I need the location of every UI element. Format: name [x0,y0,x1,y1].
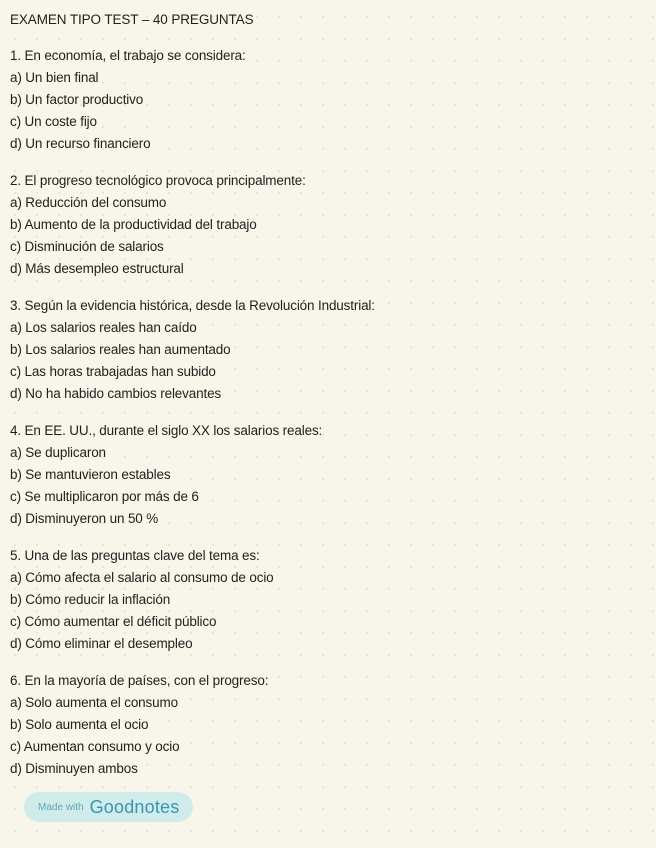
question-text: 3. Según la evidencia histórica, desde la Revolución Industrial: [10,298,375,313]
answer-option-c: c) Un coste fijo [10,114,97,129]
goodnotes-watermark [24,792,193,822]
question-4 [10,420,640,530]
exam-title: EXAMEN TIPO TEST – 40 PREGUNTAS [10,12,254,27]
answer-option-d: d) Más desempleo estructural [10,261,184,276]
question-6 [10,670,640,780]
question-3 [10,295,640,405]
answer-option-a: a) Solo aumenta el consumo [10,695,178,710]
answer-option-c: c) Disminución de salarios [10,239,164,254]
answer-option-b: b) Un factor productivo [10,92,144,107]
question-1 [10,45,640,155]
goodnotes-logo-text: Goodnotes [89,796,180,817]
answer-option-d: d) Disminuyeron un 50 % [10,511,159,526]
answer-option-a: a) Los salarios reales han caído [10,320,197,335]
question-text: 1. En economía, el trabajo se considera: [10,48,246,63]
question-2 [10,170,640,280]
answer-option-b: b) Los salarios reales han aumentado [10,342,231,357]
question-text: 5. Una de las preguntas clave del tema es: [10,548,260,563]
answer-option-b: b) Solo aumenta el ocio [10,717,149,732]
question-text: 4. En EE. UU., durante el siglo XX los salarios reales: [10,423,323,438]
answer-option-a: a) Un bien final [10,70,99,85]
question-text: 2. El progreso tecnológico provoca principalmente: [10,173,306,188]
answer-option-d: d) Disminuyen ambos [10,761,138,776]
answer-option-c: c) Cómo aumentar el déficit público [10,614,217,629]
answer-option-d: d) Un recurso financiero [10,136,151,151]
question-5 [10,545,640,655]
question-text: 6. En la mayoría de países, con el progreso: [10,673,269,688]
answer-option-c: c) Se multiplicaron por más de 6 [10,489,199,504]
answer-option-a: a) Se duplicaron [10,445,106,460]
answer-option-b: b) Se mantuvieron estables [10,467,171,482]
answer-option-d: d) Cómo eliminar el desempleo [10,636,193,651]
answer-option-d: d) No ha habido cambios relevantes [10,386,222,401]
answer-option-a: a) Cómo afecta el salario al consumo de ocio [10,570,274,585]
answer-option-c: c) Las horas trabajadas han subido [10,364,216,379]
answer-option-b: b) Aumento de la productividad del trabajo [10,217,257,232]
answer-option-a: a) Reducción del consumo [10,195,167,210]
answer-option-c: c) Aumentan consumo y ocio [10,739,180,754]
watermark-prefix: Made with [38,801,84,813]
answer-option-b: b) Cómo reducir la inflación [10,592,171,607]
document-page [10,11,640,795]
